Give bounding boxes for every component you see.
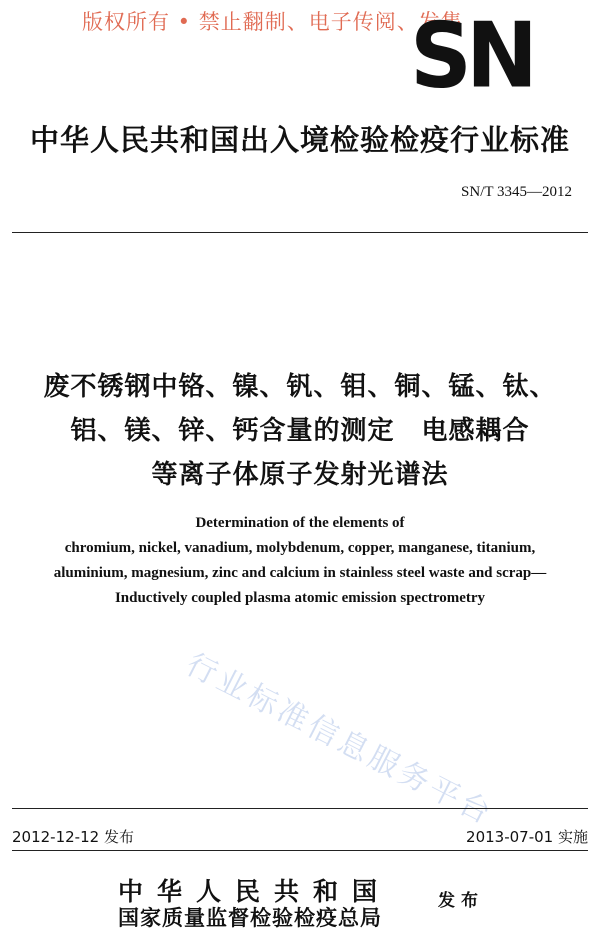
title-en-line-3: aluminium, magnesium, zinc and calcium in stainless steel waste and scrap— [53, 565, 547, 581]
footer-divider [12, 808, 588, 809]
title-zh-line-3: 等离子体原子发射光谱法 [151, 460, 449, 490]
footer-divider-lower [12, 850, 588, 851]
sn-logo: SN [410, 18, 532, 94]
copyright-notice: 版权所有 • 禁止翻制、电子传阅、发售 [82, 10, 463, 34]
issuer-country: 中华人民共和国 [118, 877, 392, 906]
issue-date: 2012-12-12 发布 [12, 828, 134, 846]
publish-label: 发布 [438, 891, 484, 911]
title-en-line-4: Inductively coupled plasma atomic emission spectrometry [114, 590, 486, 606]
standard-code: SN/T 3345—2012 [461, 184, 572, 200]
watermark-text: 行业标准信息服务平台 [180, 647, 500, 833]
implementation-date: 2013-07-01 实施 [466, 828, 588, 846]
title-zh-line-1: 废不锈钢中铬、镍、钒、钼、铜、锰、钛、 [43, 372, 557, 402]
title-zh-line-2: 铝、镁、锌、钙含量的测定 电感耦合 [70, 416, 530, 446]
header-divider [12, 232, 588, 233]
issuer-agency: 国家质量监督检验检疫总局 [118, 906, 382, 930]
title-en-line-1: Determination of the elements of [195, 515, 405, 531]
title-en-line-2: chromium, nickel, vanadium, molybdenum, copper, manganese, titanium, [64, 540, 536, 556]
industry-standard-title: 中华人民共和国出入境检验检疫行业标准 [29, 123, 570, 157]
